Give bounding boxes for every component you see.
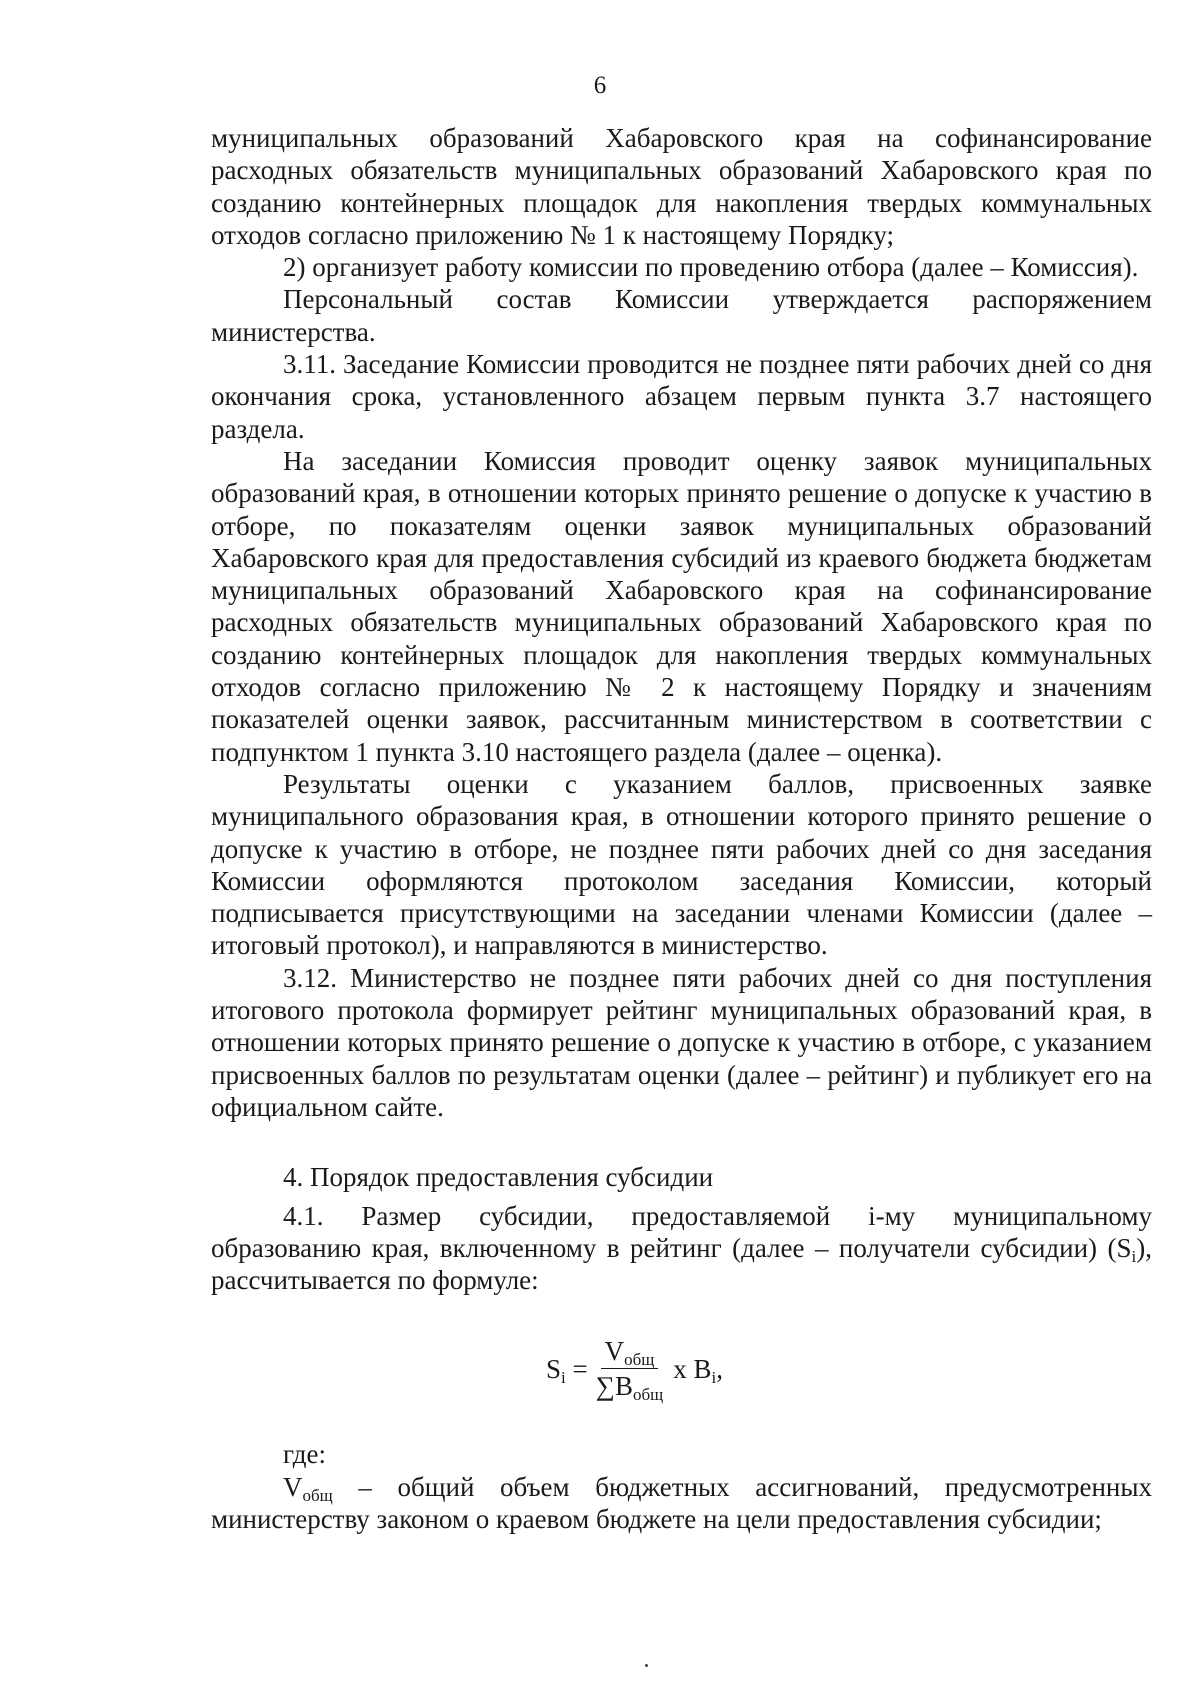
subsidy-formula xyxy=(211,1318,1152,1430)
paragraph-item-2: 2) организует работу комиссии по проведению отбора (далее – Комиссия). xyxy=(283,252,1139,283)
formula-denominator: $\sum B_{общ}$ xyxy=(595,1371,664,1405)
paragraph-4-1: 4.1. Размер субсидии, предоставляемой i-му муниципальному образованию края, включенному в рейтинг (далее – получатели субсидии) $(S_i)$, рассчитывается по формуле: xyxy=(211,1200,1152,1296)
paragraph-commission-composition: Персональный состав Комиссии утверждается распоряжением министерства. xyxy=(211,284,1152,347)
document-body xyxy=(211,122,1152,1535)
paragraph-3-12: 3.12. Министерство не позднее пяти рабочих дней со дня поступления итогового протокола формирует рейтинг муниципальных образований края, в отношении которых принято решение о допуске к участию в отборе, с указанием присвоенных баллов по результатам оценки (далее – рейтинг) и публикует его на официальном сайте. xyxy=(211,962,1152,1122)
scan-speck xyxy=(645,1664,648,1667)
section-heading: 4. Порядок предоставления субсидии xyxy=(283,1162,714,1193)
formula-multiplier: x $B_i$, xyxy=(673,1353,724,1387)
paragraph-v-definition: $V_{общ}$ – общий объем бюджетных ассигнований, предусмотренных министерству законом о краевом бюджете на цели предоставления субсидии; xyxy=(211,1471,1152,1534)
paragraph-continuation: муниципальных образований Хабаровского края на софинансирование расходных обязательств муниципальных образований Хабаровского края по созданию контейнерных площадок для накопления твердых коммунальных отходов согласно приложению № 1 к настоящему Порядку; xyxy=(211,123,1152,250)
formula-fraction xyxy=(592,1336,668,1405)
formula-numerator: $V_{общ}$ xyxy=(601,1336,659,1369)
paragraph-3-11: 3.11. Заседание Комиссии проводится не позднее пяти рабочих дней со дня окончания срока, установленного абзацем первым пункта 3.7 настоящего раздела. xyxy=(211,349,1152,444)
paragraph-results: Результаты оценки с указанием баллов, присвоенных заявке муниципального образования края, в отношении которого принято решение о допуске к участию в отборе, не позднее пяти рабочих дней со дня заседания Комиссии оформляются протоколом заседания Комиссии, который подписывается присутствующими на заседании членами Комиссии (далее – итоговый протокол), и направляются в министерство. xyxy=(211,768,1152,961)
formula-where: где: xyxy=(283,1439,326,1470)
page-number: 6 xyxy=(593,72,607,99)
paragraph-assessment: На заседании Комиссия проводит оценку заявок муниципальных образований края, в отношении которых принято решение о допуске к участию в отборе, по показателям оценки заявок муниципальных образований Хабаровского края для предоставления субсидий из краевого бюджета бюджетам муниципальных образований Хабаровского края на софинансирование расходных обязательств муниципальных образований Хабаровского края по созданию контейнерных площадок для накопления твердых коммунальных отходов согласно приложению № 2 к настоящему Порядку и значениям показателей оценки заявок, рассчитанным министерством в соответствии с подпунктом 1 пункта 3.10 настоящего раздела (далее – оценка). xyxy=(211,445,1152,767)
formula-lhs: $S_i$ = xyxy=(546,1353,588,1387)
